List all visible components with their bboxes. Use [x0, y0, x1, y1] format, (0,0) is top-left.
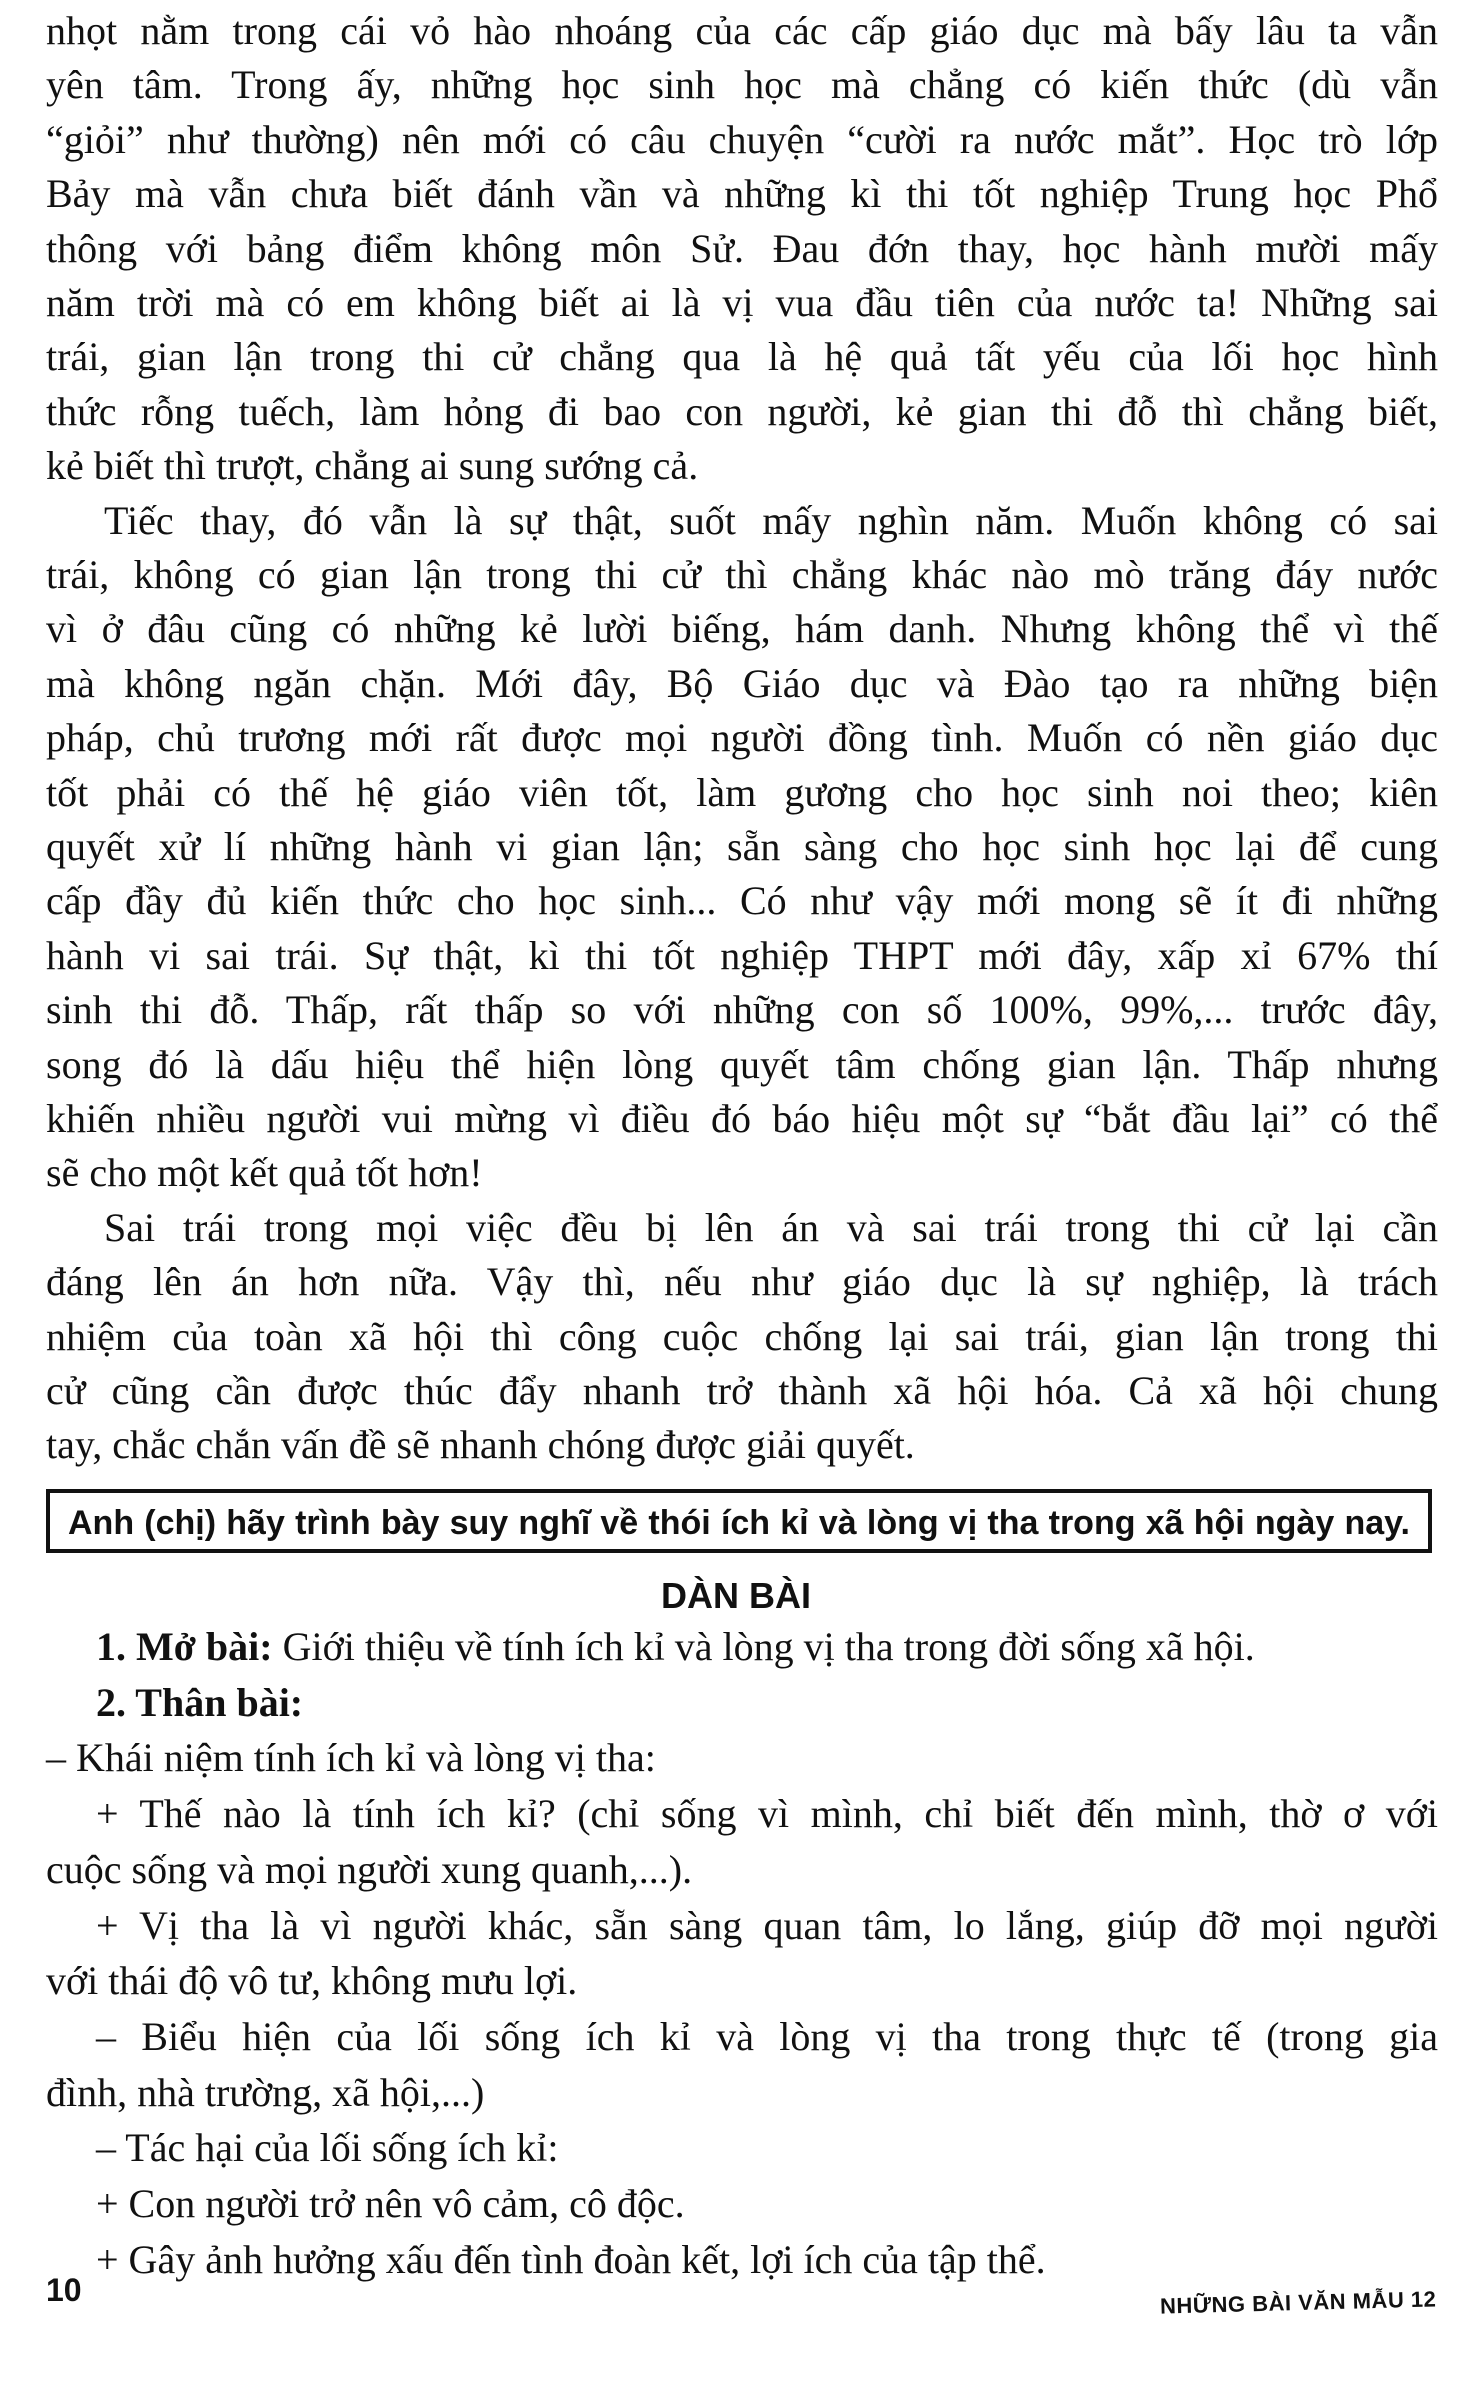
paragraph-line: tay, chắc chắn vấn đề sẽ nhanh chóng được giải quyết.: [46, 1422, 915, 1468]
outline-line: [46, 1956, 1438, 2006]
outline-text: + Vị tha là vì người khác, sẵn sàng quan tâm, lo lắng, giúp đỡ mọi người: [96, 1902, 1438, 1948]
outline-line: [96, 1622, 1438, 1672]
outline-text: – Tác hại của lối sống ích kỉ:: [96, 2125, 559, 2171]
outline-line: [96, 2012, 1438, 2062]
paragraph-line: tốt phải có thế hệ giáo viên tốt, làm gương cho học sinh noi theo; kiên: [46, 769, 1438, 815]
outline-text: + Gây ảnh hưởng xấu đến tình đoàn kết, lợi ích của tập thể.: [96, 2236, 1046, 2282]
outline-line: [46, 2068, 1438, 2118]
outline-line: [46, 1845, 1438, 1895]
outline-line: [96, 2235, 1438, 2285]
outline-heading: DÀN BÀI: [661, 1575, 811, 1616]
paragraph-line: kẻ biết thì trượt, chẳng ai sung sướng cả.: [46, 443, 699, 489]
paragraph-line: song đó là dấu hiệu thể hiện lòng quyết tâm chống gian lận. Thấp nhưng: [46, 1041, 1438, 1087]
paragraph-line: sinh thi đỗ. Thấp, rất thấp so với những con số 100%, 99%,... trước đây,: [46, 987, 1438, 1033]
outline-line: [46, 1733, 1438, 1783]
outline-label: 1. Mở bài:: [96, 1624, 273, 1669]
outline-line: [96, 1901, 1438, 1951]
outline-text: cuộc sống và mọi người xung quanh,...).: [46, 1846, 693, 1892]
outline-line: [96, 1678, 1438, 1728]
paragraph-line: quyết xử lí những hành vi gian lận; sẵn sàng cho học sinh học lại để cung: [46, 824, 1438, 869]
paragraph-line: hành vi sai trái. Sự thật, kì thi tốt nghiệp THPT mới đây, xấp xỉ 67% thí: [46, 932, 1438, 978]
paragraph-line: yên tâm. Trong ấy, những học sinh học mà chẳng có kiến thức (dù vẫn: [46, 62, 1438, 108]
question-box: [46, 1489, 1432, 1553]
outline-text: đình, nhà trường, xã hội,...): [46, 2069, 485, 2115]
outline-text: – Biểu hiện của lối sống ích kỉ và lòng vị tha trong thực tế (trong gia: [96, 2013, 1438, 2059]
outline-text: Giới thiệu về tính ích kỉ và lòng vị tha trong đời sống xã hội.: [272, 1624, 1255, 1669]
paragraph-line: Bảy mà vẫn chưa biết đánh vần và những kì thi tốt nghiệp Trung học Phổ: [46, 171, 1438, 217]
outline-text: + Con người trở nên vô cảm, cô độc.: [96, 2181, 685, 2226]
paragraph-line: sẽ cho một kết quả tốt hơn!: [46, 1150, 483, 1196]
question-text: Anh (chị) hãy trình bày suy nghĩ về thói ích kỉ và lòng vị tha trong xã hội ngày nay.: [68, 1504, 1410, 1542]
outline-line: [96, 2123, 1438, 2173]
paragraph-line: đáng lên án hơn nữa. Vậy thì, nếu như giáo dục là sự nghiệp, là trách: [46, 1259, 1438, 1305]
paragraph-line: thông với bảng điểm không môn Sử. Đau đớn thay, học hành mười mấy: [46, 225, 1438, 271]
outline-text: + Thế nào là tính ích kỉ? (chỉ sống vì mình, chỉ biết đến mình, thờ ơ với: [96, 1791, 1438, 1837]
paragraph-line: vì ở đâu cũng có những kẻ lười biếng, hám danh. Nhưng không thể vì thế: [46, 606, 1438, 652]
page-number: 10: [46, 2272, 82, 2308]
outline-line: [96, 1789, 1438, 1839]
running-title: NHỮNG BÀI VĂN MẪU 12: [1159, 2286, 1437, 2319]
paragraph-line: Tiếc thay, đó vẫn là sự thật, suốt mấy nghìn năm. Muốn không có sai: [104, 497, 1438, 543]
outline-line: [96, 2179, 1438, 2229]
paragraph-line: nhiệm của toàn xã hội thì công cuộc chống lại sai trái, gian lận trong thi: [46, 1313, 1438, 1359]
paragraph-line: mà không ngăn chặn. Mới đây, Bộ Giáo dục và Đào tạo ra những biện: [46, 660, 1438, 706]
paragraph-line: trái, không có gian lận trong thi cử thì chẳng khác nào mò trăng đáy nước: [46, 552, 1438, 597]
paragraph-line: pháp, chủ trương mới rất được mọi người đồng tình. Muốn có nền giáo dục: [46, 715, 1438, 761]
paragraph-line: cấp đầy đủ kiến thức cho học sinh... Có như vậy mới mong sẽ ít đi những: [46, 878, 1438, 924]
paragraph-line: trái, gian lận trong thi cử chẳng qua là hệ quả tất yếu của lối học hình: [46, 334, 1438, 380]
paragraph-line: nhọt nằm trong cái vỏ hào nhoáng của các cấp giáo dục mà bấy lâu ta vẫn: [46, 8, 1438, 53]
outline-label: 2. Thân bài:: [96, 1679, 304, 1725]
paragraph-line: năm trời mà có em không biết ai là vị vua đầu tiên của nước ta! Những sai: [46, 280, 1438, 325]
outline-text: với thái độ vô tư, không mưu lợi.: [46, 1958, 578, 2004]
paragraph-line: Sai trái trong mọi việc đều bị lên án và sai trái trong thi cử lại cần: [104, 1204, 1438, 1250]
paragraph-line: cử cũng cần được thúc đẩy nhanh trở thành xã hội hóa. Cả xã hội chung: [46, 1368, 1438, 1413]
paragraph-line: “giỏi” như thường) nên mới có câu chuyện “cười ra nước mắt”. Học trò lớp: [46, 116, 1438, 162]
outline-text: – Khái niệm tính ích kỉ và lòng vị tha:: [46, 1735, 656, 1781]
paragraph-line: khiến nhiều người vui mừng vì điều đó báo hiệu một sự “bắt đầu lại” có thể: [46, 1096, 1438, 1141]
paragraph-line: thức rỗng tuếch, làm hỏng đi bao con người, kẻ gian thi đỗ thì chẳng biết,: [46, 388, 1438, 434]
